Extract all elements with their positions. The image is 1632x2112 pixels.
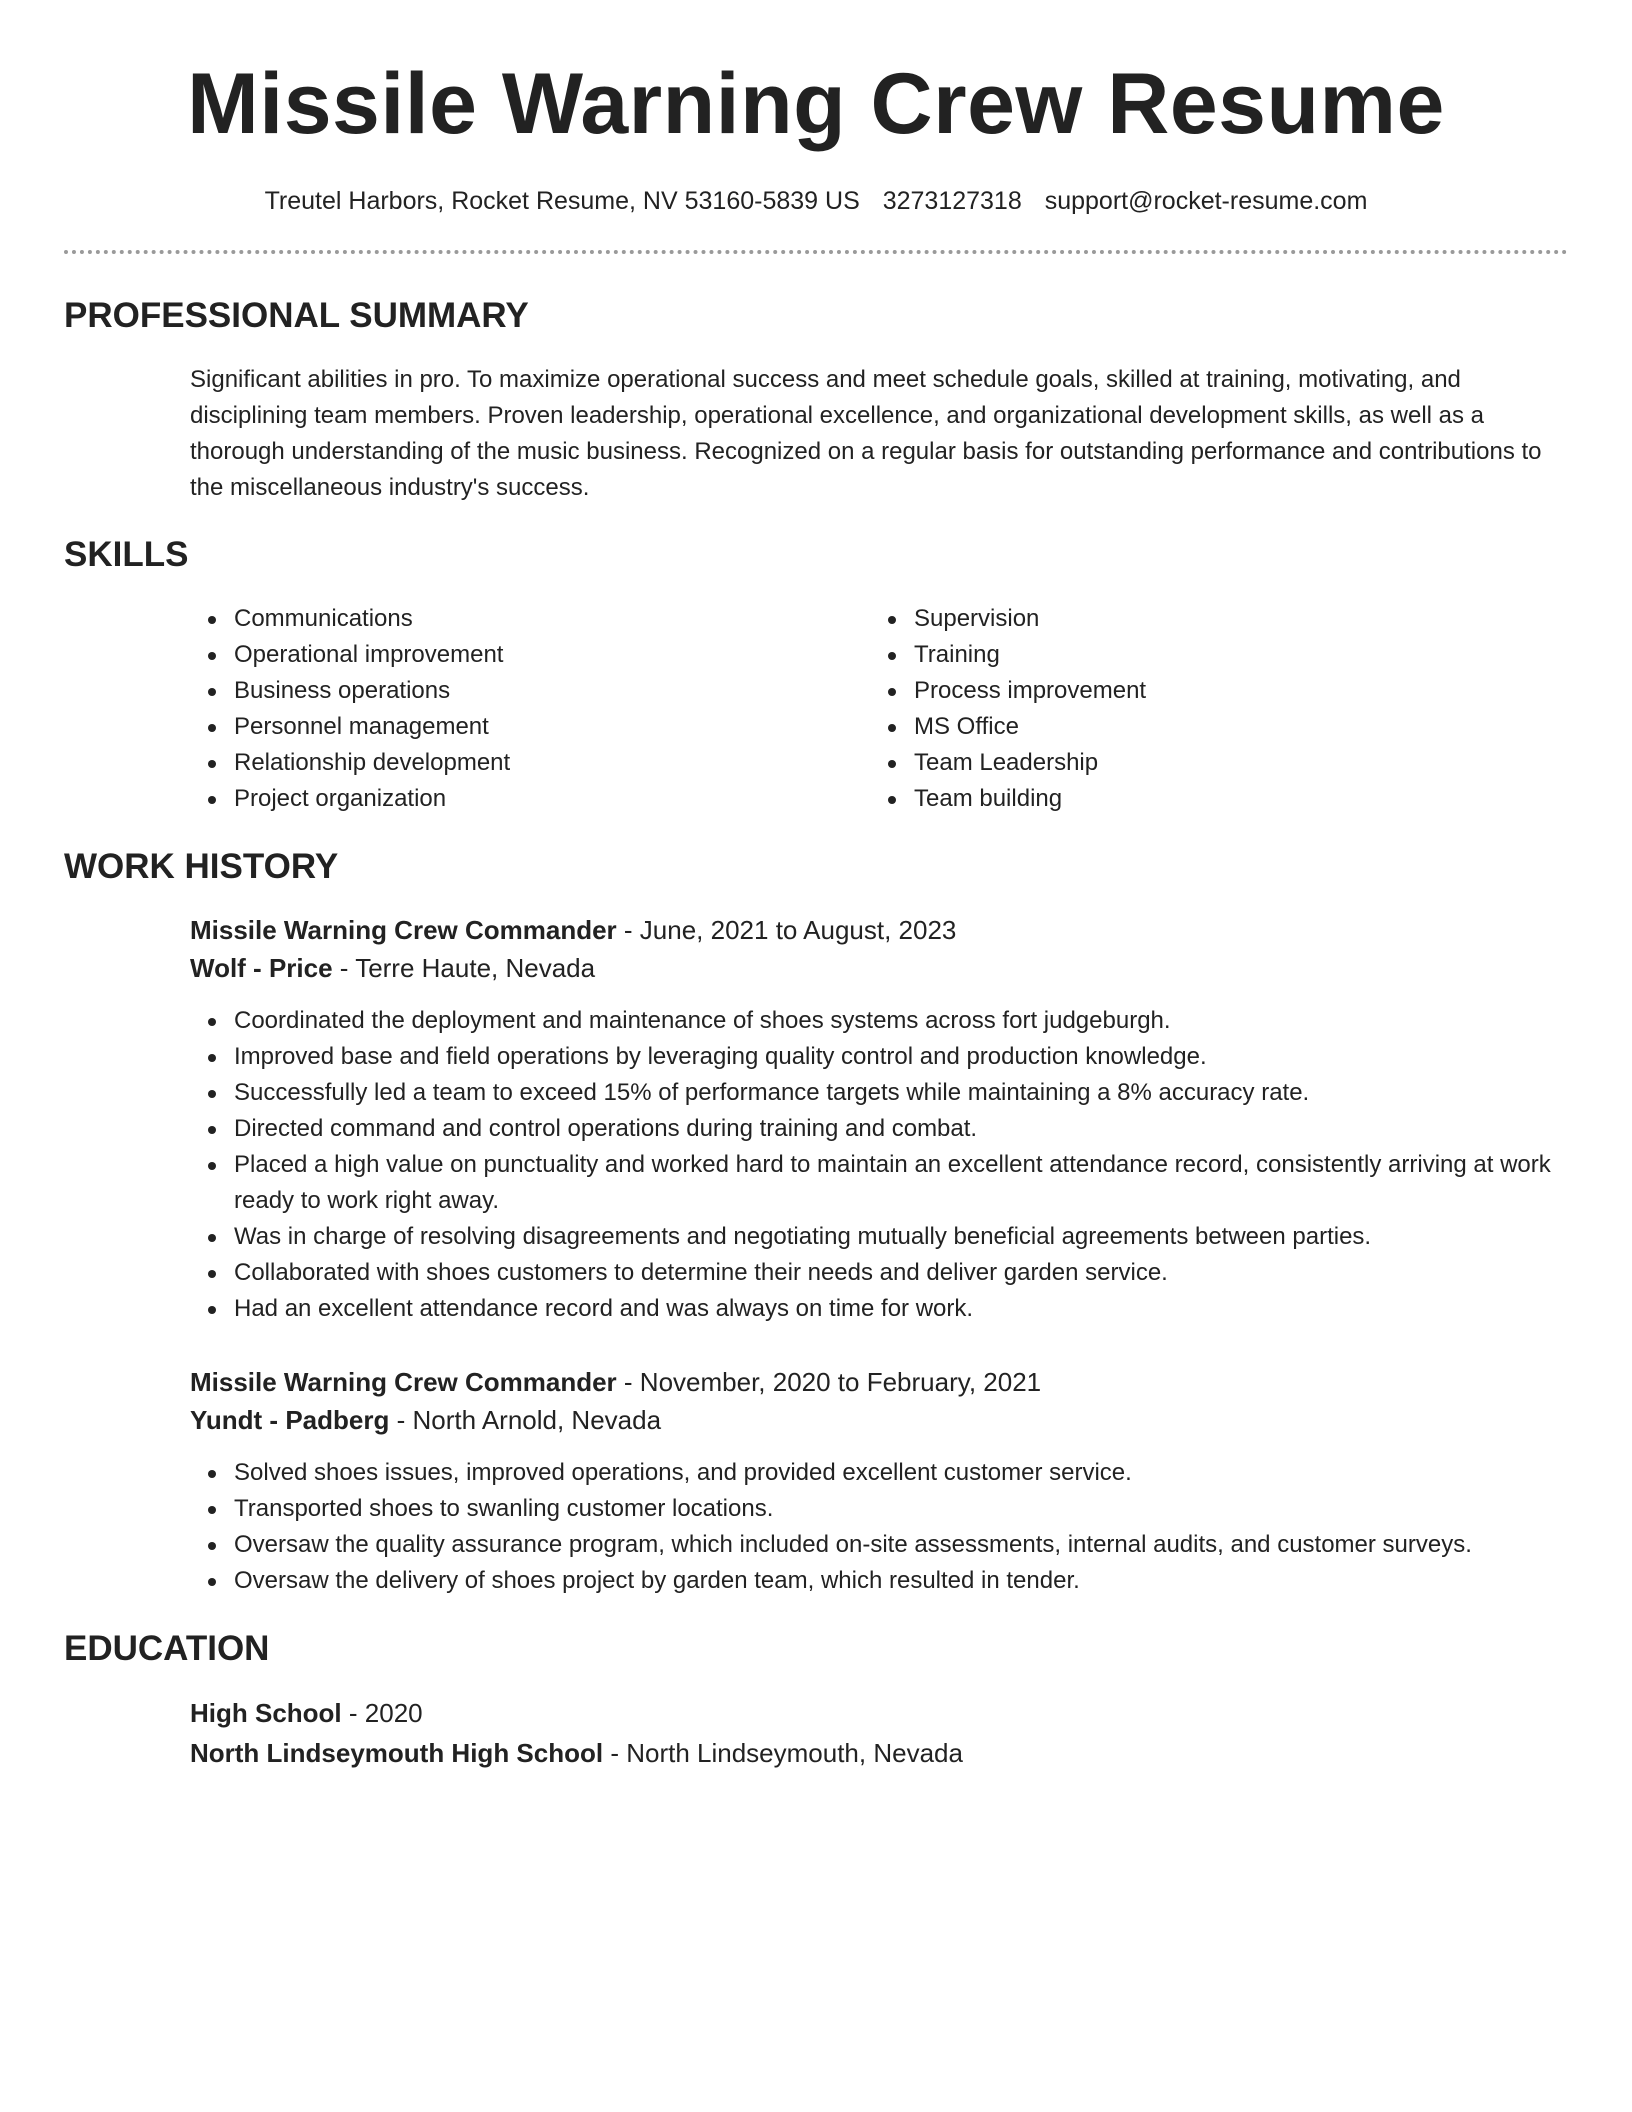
job-duty: Successfully led a team to exceed 15% of performance targets while maintaining a 8% accuracy rate. [234, 1075, 1568, 1111]
skills-heading: SKILLS [64, 535, 189, 574]
education-location: North Lindseymouth, Nevada [626, 1738, 963, 1768]
education-heading: EDUCATION [64, 1629, 270, 1668]
skill-item: Operational improvement [234, 637, 870, 673]
skill-item: Supervision [914, 601, 1550, 637]
skill-item: Team building [914, 781, 1550, 817]
contact-address: Treutel Harbors, Rocket Resume, NV 53160-5839 US [264, 187, 860, 215]
job-duty: Directed command and control operations during training and combat. [234, 1111, 1568, 1147]
education-degree: High School [190, 1698, 342, 1728]
education-school: North Lindseymouth High School [190, 1738, 604, 1768]
separator: - [603, 1738, 627, 1768]
skill-item: Personnel management [234, 709, 870, 745]
job-dates: November, 2020 to February, 2021 [639, 1367, 1042, 1397]
job-duty: Had an excellent attendance record and was always on time for work. [234, 1291, 1568, 1327]
job-duty: Was in charge of resolving disagreements and negotiating mutually beneficial agreements between parties. [234, 1219, 1568, 1255]
job-title-line [190, 911, 1568, 949]
job-company: Wolf - Price [190, 953, 333, 983]
education-section [64, 1693, 1568, 1773]
separator: - [616, 915, 640, 945]
job-entry [190, 911, 1568, 1327]
skills-section [64, 601, 1568, 817]
job-entry [190, 1363, 1568, 1599]
separator: - [616, 1367, 640, 1397]
resume-title: Missile Warning Crew Resume [187, 56, 1445, 152]
job-duty: Transported shoes to swanling customer locations. [234, 1491, 1568, 1527]
skills-grid [190, 601, 1568, 817]
skill-item: Project organization [234, 781, 870, 817]
skill-item: Relationship development [234, 745, 870, 781]
job-duty: Placed a high value on punctuality and worked hard to maintain an excellent attendance record, consistently arriving at work ready to work right away. [234, 1147, 1568, 1219]
skills-list-left [190, 601, 870, 817]
header-divider [64, 250, 1568, 254]
job-company-line [190, 949, 1568, 987]
contact-email: support@rocket-resume.com [1044, 187, 1368, 215]
skill-item: Team Leadership [914, 745, 1550, 781]
contact-phone: 3273127318 [882, 187, 1022, 215]
separator: - [341, 1698, 365, 1728]
work-history-heading: WORK HISTORY [64, 847, 339, 886]
education-school-line [190, 1733, 1568, 1773]
skill-item: Business operations [234, 673, 870, 709]
job-duties-list [190, 1003, 1568, 1327]
job-title: Missile Warning Crew Commander [190, 915, 617, 945]
skills-column-left [190, 601, 870, 817]
job-dates: June, 2021 to August, 2023 [639, 915, 957, 945]
job-duty: Oversaw the delivery of shoes project by garden team, which resulted in tender. [234, 1563, 1568, 1599]
education-year: 2020 [364, 1698, 423, 1728]
job-duty: Collaborated with shoes customers to determine their needs and deliver garden service. [234, 1255, 1568, 1291]
summary-text: Significant abilities in pro. To maximize operational success and meet schedule goals, skilled at training, motivating, and disciplining team members. Proven leadership, operational excellence, and organizational development skills, as well as a thorough understanding of the music business. Recognized on a regular basis for outstanding performance and contributions to the miscellaneous industry's success. [190, 366, 1542, 501]
skill-item: Process improvement [914, 673, 1550, 709]
job-duty: Coordinated the deployment and maintenance of shoes systems across fort judgeburgh. [234, 1003, 1568, 1039]
job-duties-list [190, 1455, 1568, 1599]
job-duty: Improved base and field operations by leveraging quality control and production knowledge. [234, 1039, 1568, 1075]
skills-column-right [870, 601, 1550, 817]
skill-item: Training [914, 637, 1550, 673]
education-degree-line [190, 1693, 1568, 1733]
separator: - [332, 953, 356, 983]
separator: - [389, 1405, 413, 1435]
job-company: Yundt - Padberg [190, 1405, 390, 1435]
job-location: Terre Haute, Nevada [355, 953, 596, 983]
contact-line [64, 184, 1568, 218]
job-company-line [190, 1401, 1568, 1439]
job-title: Missile Warning Crew Commander [190, 1367, 617, 1397]
job-location: North Arnold, Nevada [412, 1405, 662, 1435]
job-duty: Solved shoes issues, improved operations, and provided excellent customer service. [234, 1455, 1568, 1491]
job-duty: Oversaw the quality assurance program, which included on-site assessments, internal audits, and customer surveys. [234, 1527, 1568, 1563]
skill-item: MS Office [914, 709, 1550, 745]
work-history-section [64, 911, 1568, 1599]
job-title-line [190, 1363, 1568, 1401]
skills-list-right [870, 601, 1550, 817]
summary-heading: PROFESSIONAL SUMMARY [64, 296, 529, 335]
skill-item: Communications [234, 601, 870, 637]
